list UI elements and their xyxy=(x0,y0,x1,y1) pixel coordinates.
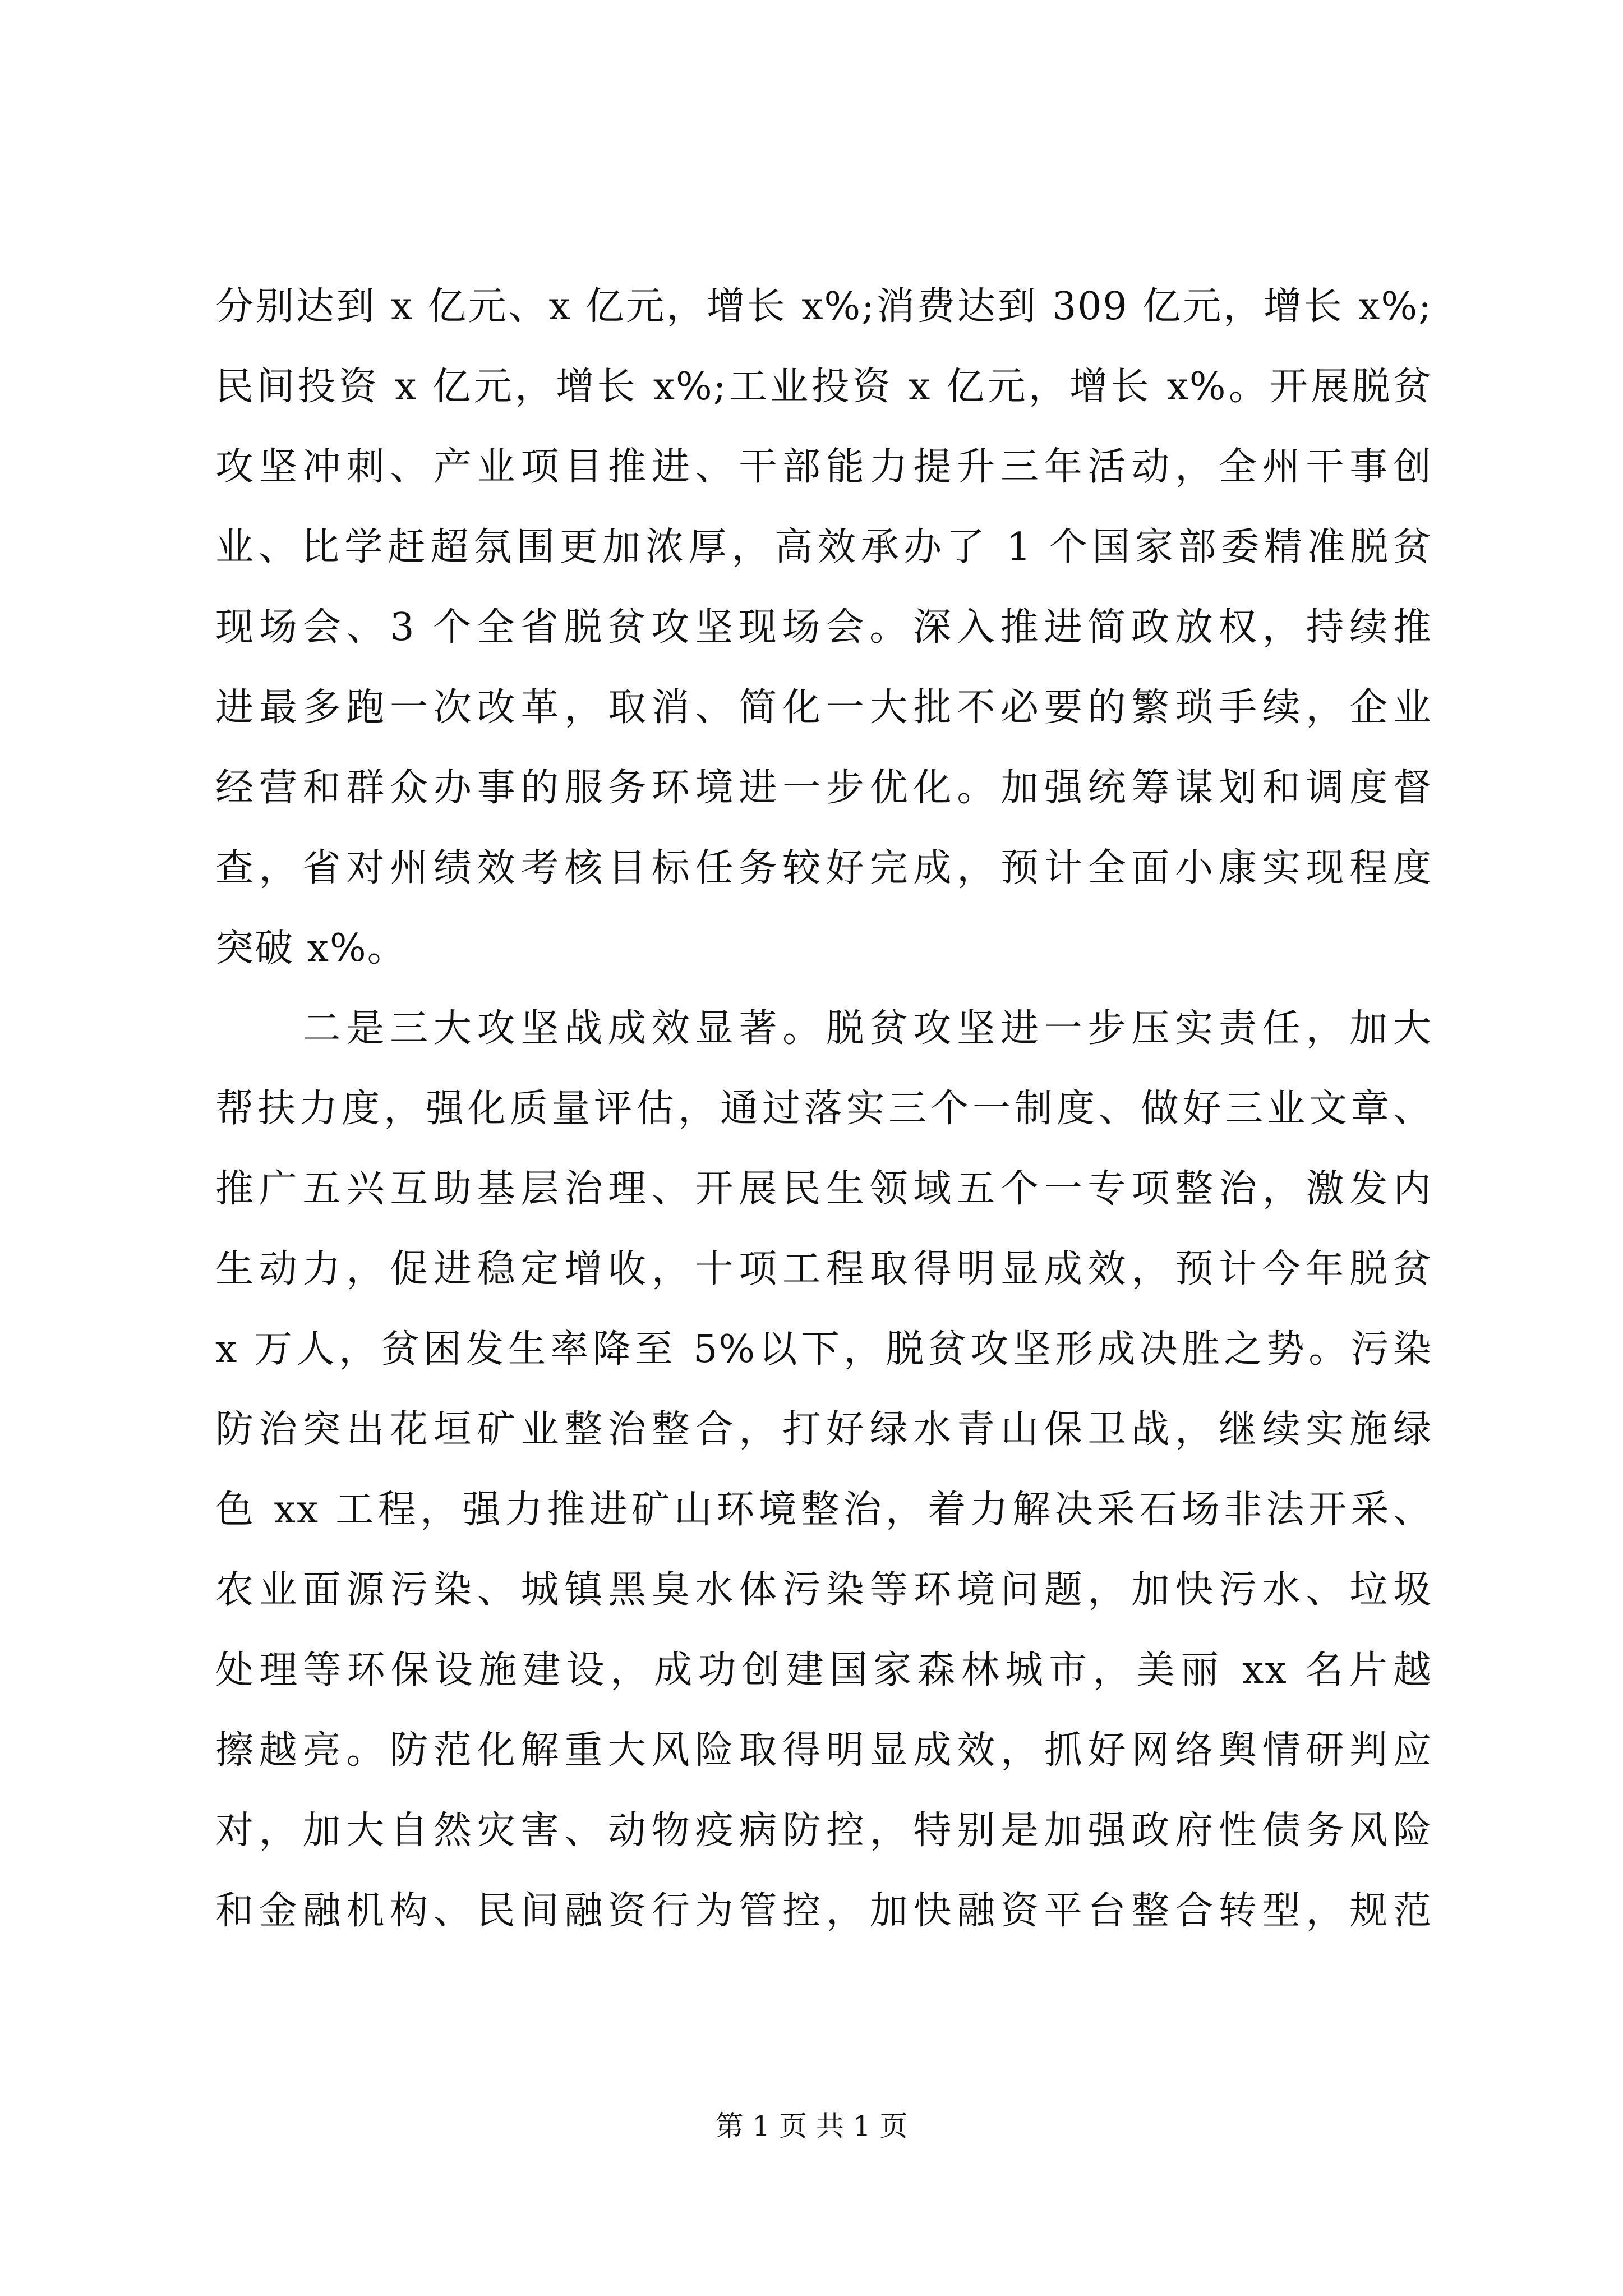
text-line: 处理等环保设施建设，成功创建国家森林城市，美丽 xx 名片越 xyxy=(215,1648,1432,1692)
text-line: 二是三大攻坚战成效显著。脱贫攻坚进一步压实责任，加大 xyxy=(215,1006,1432,1051)
text-line: 现场会、3 个全省脱贫攻坚现场会。深入推进简政放权，持续推 xyxy=(215,605,1432,650)
text-line: 分别达到 x 亿元、x 亿元，增长 x%;消费达到 309 亿元，增长 x%; xyxy=(215,284,1432,329)
text-line: 攻坚冲刺、产业项目推进、干部能力提升三年活动，全州干事创 xyxy=(215,445,1432,489)
text-line: 突破 x%。 xyxy=(215,926,407,970)
text-line: 对，加大自然灾害、动物疫病防控，特别是加强政府性债务风险 xyxy=(215,1809,1432,1853)
text-line: 查，省对州绩效考核目标任务较好完成，预计全面小康实现程度 xyxy=(215,846,1432,890)
document-body xyxy=(215,266,1432,1951)
text-line: 色 xx 工程，强力推进矿山环境整治，着力解决采石场非法开采、 xyxy=(215,1488,1432,1532)
text-line: 和金融机构、民间融资行为管控，加快融资平台整合转型，规范 xyxy=(215,1889,1432,1933)
text-line: 推广五兴互助基层治理、开展民生领域五个一专项整治，激发内 xyxy=(215,1167,1432,1211)
text-line: 业、比学赶超氛围更加浓厚，高效承办了 1 个国家部委精准脱贫 xyxy=(215,525,1432,569)
text-line: x 万人，贫困发生率降至 5%以下，脱贫攻坚形成决胜之势。污染 xyxy=(215,1327,1432,1372)
text-line: 擦越亮。防范化解重大风险取得明显成效，抓好网络舆情研判应 xyxy=(215,1728,1432,1773)
text-line: 民间投资 x 亿元，增长 x%;工业投资 x 亿元，增长 x%。开展脱贫 xyxy=(215,365,1432,409)
text-line: 经营和群众办事的服务环境进一步优化。加强统筹谋划和调度督 xyxy=(215,766,1432,810)
text-line: 防治突出花垣矿业整治整合，打好绿水青山保卫战，继续实施绿 xyxy=(215,1407,1432,1452)
text-line: 帮扶力度，强化质量评估，通过落实三个一制度、做好三业文章、 xyxy=(215,1087,1432,1131)
page-number-footer: 第 1 页 共 1 页 xyxy=(715,2110,908,2142)
text-line: 生动力，促进稳定增收，十项工程取得明显成效，预计今年脱贫 xyxy=(215,1247,1432,1291)
text-line: 进最多跑一次改革，取消、简化一大批不必要的繁琐手续，企业 xyxy=(215,685,1432,730)
text-line: 农业面源污染、城镇黑臭水体污染等环境问题，加快污水、垃圾 xyxy=(215,1568,1432,1612)
